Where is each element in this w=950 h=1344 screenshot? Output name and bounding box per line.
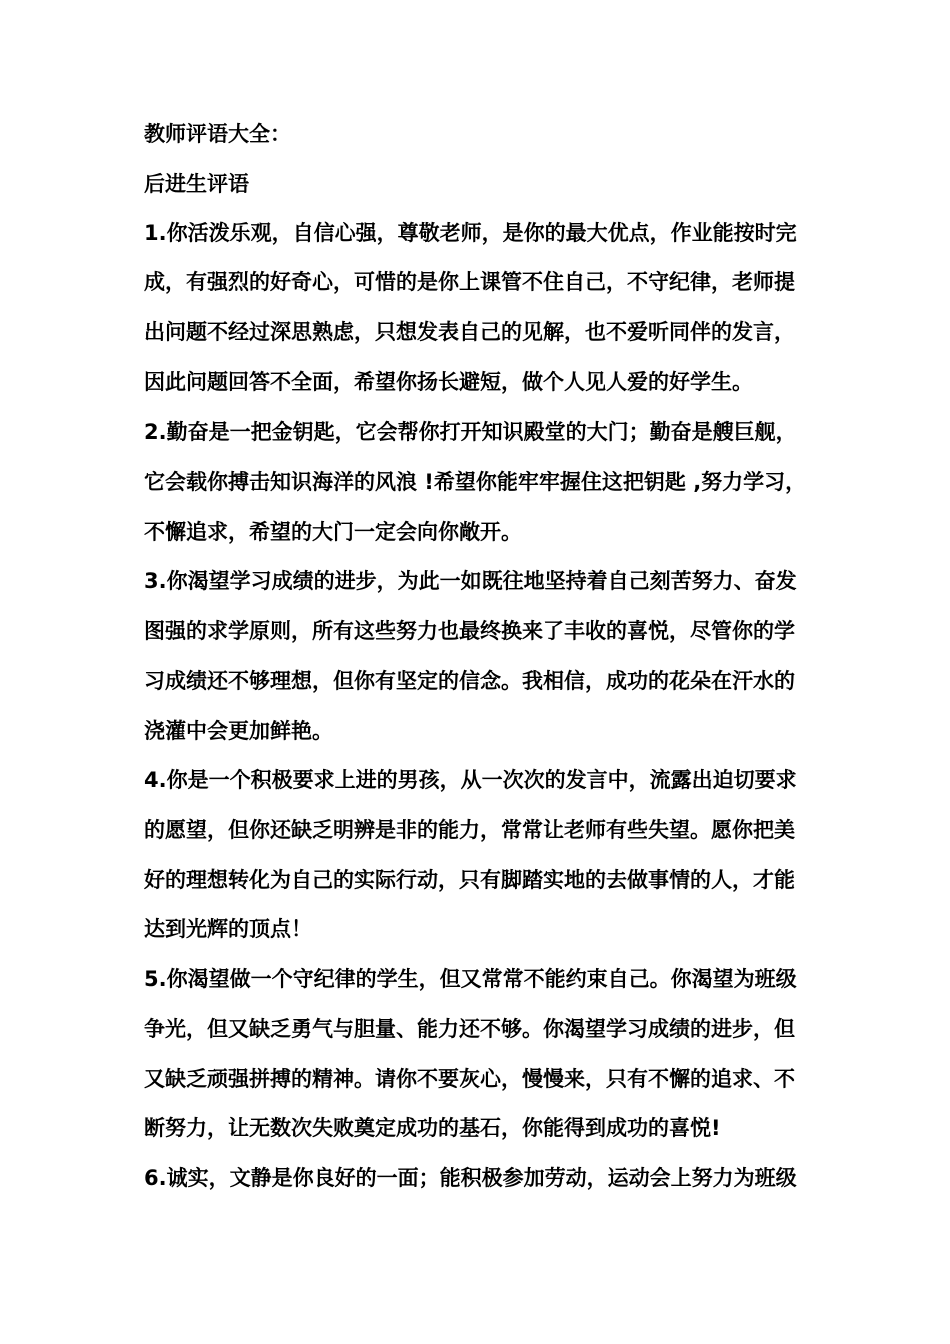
text-line: 浇灌中会更加鲜艳。 bbox=[144, 719, 333, 743]
text-line: 5.你渴望做一个守纪律的学生，但又常常不能约束自己。你渴望为班级 bbox=[144, 967, 797, 991]
text-line: 断努力，让无数次失败奠定成功的基石，你能得到成功的喜悦! bbox=[144, 1116, 721, 1140]
text-line: 不懈追求，希望的大门一定会向你敞开。 bbox=[144, 520, 522, 544]
text-line: 成，有强烈的好奇心，可惜的是你上课管不住自己，不守纪律，老师提 bbox=[144, 270, 795, 294]
text-line: 争光，但又缺乏勇气与胆量、能力还不够。你渴望学习成绩的进步，但 bbox=[144, 1017, 795, 1041]
text-line: 4.你是一个积极要求上进的男孩，从一次次的发言中，流露出迫切要求 bbox=[144, 768, 797, 792]
document-title: 教师评语大全： bbox=[144, 122, 291, 146]
text-line: 因此问题回答不全面，希望你扬长避短，做个人见人爱的好学生。 bbox=[144, 370, 753, 394]
text-line: 达到光辉的顶点！ bbox=[144, 917, 312, 941]
text-line: 6.诚实，文静是你良好的一面；能积极参加劳动，运动会上努力为班级 bbox=[144, 1166, 797, 1190]
text-line: 好的理想转化为自己的实际行动，只有脚踏实地的去做事情的人，才能 bbox=[144, 868, 795, 892]
section-heading: 后进生评语 bbox=[144, 172, 249, 196]
text-line: 3.你渴望学习成绩的进步，为此一如既往地坚持着自己刻苦努力、奋发 bbox=[144, 569, 797, 593]
text-line: 习成绩还不够理想，但你有坚定的信念。我相信，成功的花朵在汗水的 bbox=[144, 669, 795, 693]
text-line: 2.勤奋是一把金钥匙，它会帮你打开知识殿堂的大门；勤奋是艘巨舰， bbox=[144, 420, 797, 444]
text-line: 出问题不经过深思熟虑，只想发表自己的见解，也不爱听同伴的发言， bbox=[144, 320, 795, 344]
text-line: 又缺乏顽强拼搏的精神。请你不要灰心，慢慢来，只有不懈的追求、不 bbox=[144, 1067, 795, 1091]
text-line: 它会载你搏击知识海洋的风浪 !希望你能牢牢握住这把钥匙 ,努力学习， bbox=[144, 470, 807, 494]
text-line: 的愿望，但你还缺乏明辨是非的能力，常常让老师有些失望。愿你把美 bbox=[144, 818, 795, 842]
text-line: 图强的求学原则，所有这些努力也最终换来了丰收的喜悦，尽管你的学 bbox=[144, 619, 795, 643]
text-line: 1.你活泼乐观，自信心强，尊敬老师，是你的最大优点，作业能按时完 bbox=[144, 221, 797, 245]
